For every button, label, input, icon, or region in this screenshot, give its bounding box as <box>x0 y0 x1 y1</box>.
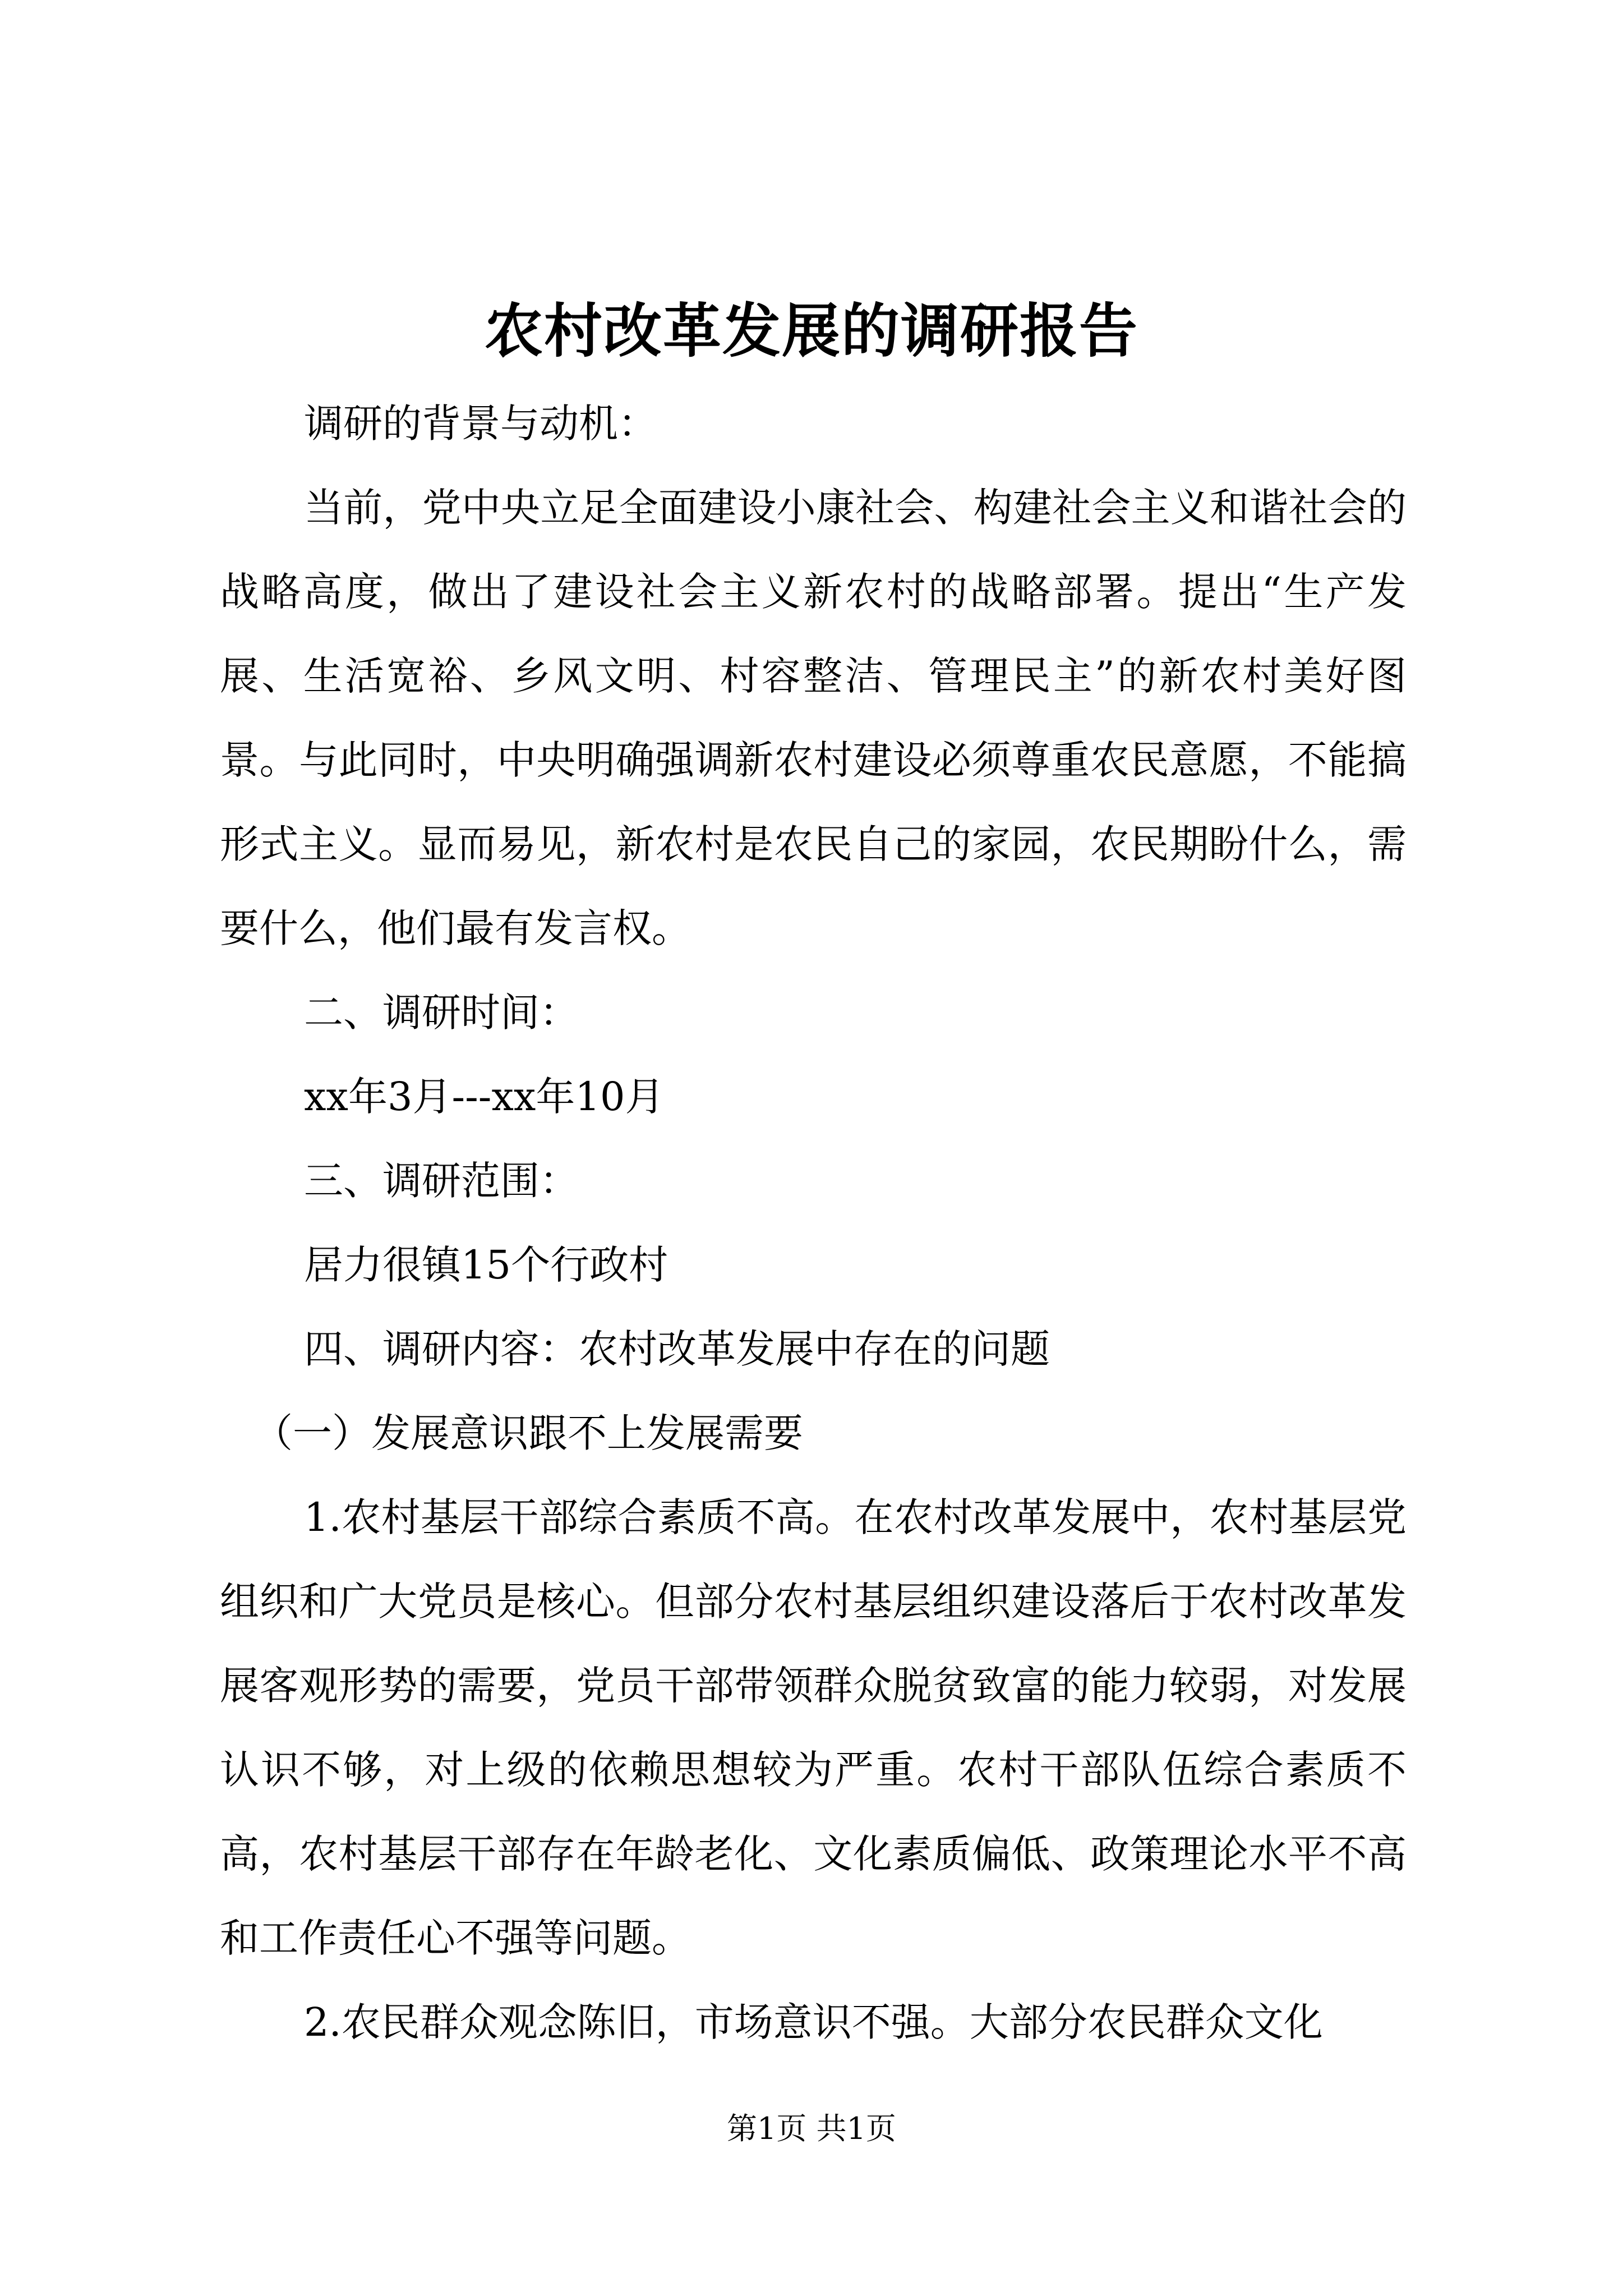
paragraph-subsection-heading: （一）发展意识跟不上发展需要 <box>253 1410 803 1456</box>
paragraph-scope-heading: 三、调研范围： <box>304 1158 579 1204</box>
paragraph-item-1: 1.农村基层干部综合素质不高。在农村改革发展中，农村基层党组织和广大党员是核心。但部分农村基层组织建设落后于农村改革发展客观形势的需要，党员干部带领群众脱贫致富的能力较弱，对发展认识不够，对上级的依赖思想较为严重。农村干部队伍综合素质不高，农村基层干部存在年龄老化、文化素质偏低、政策理论水平不高和工作责任心不强等问题。 <box>220 1494 1407 1961</box>
paragraph-background-heading: 调研的背景与动机： <box>304 401 657 447</box>
paragraph-scope-value: 居力很镇15个行政村 <box>304 1242 668 1288</box>
page-footer: 第1页 共1页 <box>727 2111 896 2146</box>
paragraph-time-value: xx年3月---xx年10月 <box>304 1074 665 1120</box>
paragraph-background-text: 当前，党中央立足全面建设小康社会、构建社会主义和谐社会的战略高度，做出了建设社会主义新农村的战略部署。提出“生产发展、生活宽裕、乡风文明、村容整洁、管理民主”的新农村美好图景。与此同时，中央明确强调新农村建设必须尊重农民意愿，不能搞形式主义。显而易见，新农村是农民自己的家园，农民期盼什么，需要什么，他们最有发言权。 <box>220 485 1407 951</box>
paragraph-content-heading: 四、调研内容：农村改革发展中存在的问题 <box>304 1326 1050 1372</box>
paragraph-time-heading: 二、调研时间： <box>304 990 579 1036</box>
document-body <box>220 381 1407 2064</box>
document-title: 农村改革发展的调研报告 <box>484 296 1138 365</box>
paragraph-item-2: 2.农民群众观念陈旧，市场意识不强。大部分农民群众文化 <box>304 1999 1323 2045</box>
